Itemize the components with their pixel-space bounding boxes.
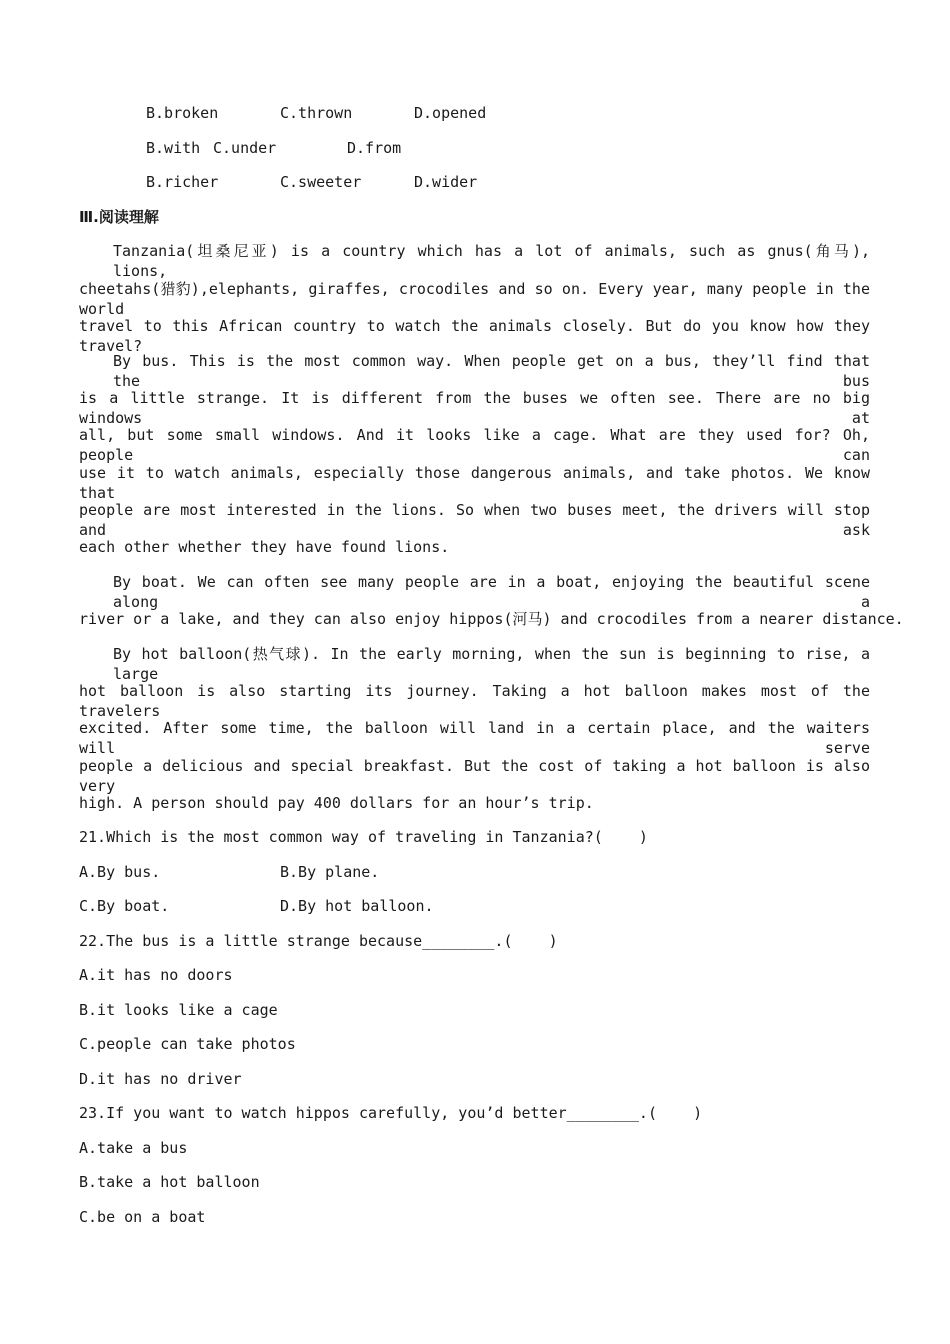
option-c-thrown: C.thrown bbox=[280, 104, 353, 122]
option-d-from: D.from bbox=[347, 139, 402, 157]
passage-line: high. A person should pay 400 dollars for an hour’s trip. bbox=[79, 794, 594, 812]
passage-line: use it to watch animals, especially those dangerous animals, and take photos. We know that bbox=[79, 464, 870, 502]
passage-line: By hot balloon(热气球). In the early morning, when the sun is beginning to rise, a large bbox=[113, 645, 870, 683]
q21-option-a: A.By bus. bbox=[79, 863, 161, 881]
passage-line: all, but some small windows. And it looks like a cage. What are they used for? Oh, people can bbox=[79, 426, 870, 464]
q23-option-c: C.be on a boat bbox=[79, 1208, 206, 1226]
q22-option-c: C.people can take photos bbox=[79, 1035, 296, 1053]
passage-line: Tanzania(坦桑尼亚) is a country which has a lot of animals, such as gnus(角马), lions, bbox=[113, 242, 870, 280]
passage-line: travel to this African country to watch the animals closely. But do you know how they travel? bbox=[79, 317, 870, 355]
q22-option-b: B.it looks like a cage bbox=[79, 1001, 278, 1019]
option-b-with: B.with bbox=[146, 139, 201, 157]
passage-line: hot balloon is also starting its journey. Taking a hot balloon makes most of the travelers bbox=[79, 682, 870, 720]
option-b-richer: B.richer bbox=[146, 173, 219, 191]
option-c-sweeter: C.sweeter bbox=[280, 173, 362, 191]
passage-line: By bus. This is the most common way. When people get on a bus, they’ll find that the bus bbox=[113, 352, 870, 390]
option-b-broken: B.broken bbox=[146, 104, 219, 122]
option-d-wider: D.wider bbox=[414, 173, 478, 191]
passage-line: excited. After some time, the balloon will land in a certain place, and the waiters will serve bbox=[79, 719, 870, 757]
q23-option-a: A.take a bus bbox=[79, 1139, 188, 1157]
passage-line: By boat. We can often see many people are in a boat, enjoying the beautiful scene along a bbox=[113, 573, 870, 611]
q22-option-d: D.it has no driver bbox=[79, 1070, 242, 1088]
passage-line: each other whether they have found lions. bbox=[79, 538, 450, 556]
q21-option-c: C.By boat. bbox=[79, 897, 170, 915]
option-d-opened: D.opened bbox=[414, 104, 487, 122]
section-heading: Ⅲ.阅读理解 bbox=[79, 208, 159, 226]
passage-line: people a delicious and special breakfast. But the cost of taking a hot balloon is also very bbox=[79, 757, 870, 795]
question-22-stem: 22.The bus is a little strange because________.( ) bbox=[79, 932, 558, 950]
q21-option-b: B.By plane. bbox=[280, 863, 380, 881]
question-21-stem: 21.Which is the most common way of traveling in Tanzania?( ) bbox=[79, 828, 648, 846]
passage-line: river or a lake, and they can also enjoy hippos(河马) and crocodiles from a nearer distance. bbox=[79, 610, 904, 628]
q21-option-d: D.By hot balloon. bbox=[280, 897, 434, 915]
passage-line: people are most interested in the lions. So when two buses meet, the drivers will stop and ask bbox=[79, 501, 870, 539]
q23-option-b: B.take a hot balloon bbox=[79, 1173, 260, 1191]
question-23-stem: 23.If you want to watch hippos carefully, you’d better________.( ) bbox=[79, 1104, 703, 1122]
q22-option-a: A.it has no doors bbox=[79, 966, 233, 984]
passage-line: is a little strange. It is different from the buses we often see. There are no big windows at bbox=[79, 389, 870, 427]
option-c-under: C.under bbox=[213, 139, 277, 157]
passage-line: cheetahs(猎豹),elephants, giraffes, crocodiles and so on. Every year, many people in the world bbox=[79, 280, 870, 318]
